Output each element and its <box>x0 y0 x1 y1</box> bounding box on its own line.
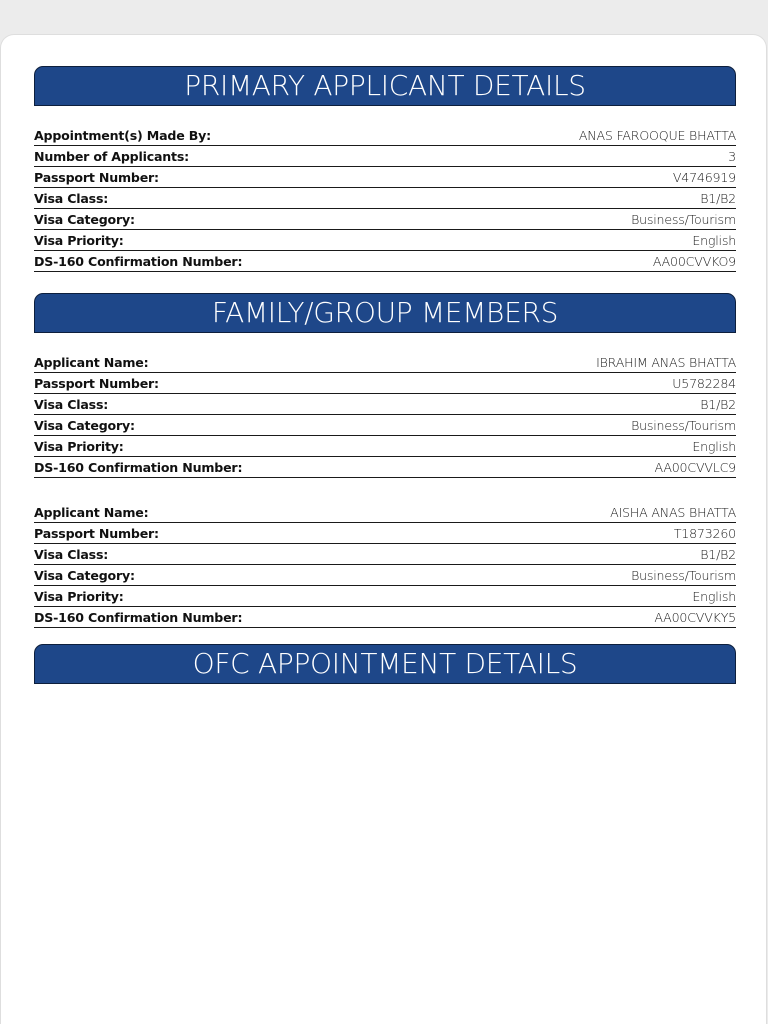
detail-row <box>34 607 736 628</box>
row-label: Visa Category: <box>34 567 135 583</box>
row-value: English <box>692 588 736 604</box>
row-label: Appointment(s) Made By: <box>34 127 211 143</box>
row-label: Visa Category: <box>34 211 135 227</box>
detail-row <box>34 544 736 565</box>
row-value: Business/Tourism <box>631 567 736 583</box>
row-value: English <box>692 232 736 248</box>
row-value: AA00CVVKO9 <box>652 253 736 269</box>
family-member-2-rows <box>34 502 736 628</box>
row-label: DS-160 Confirmation Number: <box>34 609 243 625</box>
primary-applicant-rows <box>34 125 736 272</box>
detail-row <box>34 230 736 251</box>
row-label: Visa Class: <box>34 396 109 412</box>
primary-applicant-section <box>34 66 736 272</box>
detail-row <box>34 352 736 373</box>
row-label: Passport Number: <box>34 525 159 541</box>
primary-applicant-header: PRIMARY APPLICANT DETAILS <box>34 66 736 106</box>
ofc-appointment-header: OFC APPOINTMENT DETAILS <box>34 644 736 684</box>
detail-row <box>34 586 736 607</box>
row-value: AISHA ANAS BHATTA <box>610 504 736 520</box>
row-label: Visa Class: <box>34 546 109 562</box>
row-value: AA00CVVKY5 <box>654 609 736 625</box>
row-value: English <box>692 438 736 454</box>
row-label: Visa Class: <box>34 190 109 206</box>
row-value: AA00CVVLC9 <box>654 459 736 475</box>
detail-row <box>34 502 736 523</box>
detail-row <box>34 523 736 544</box>
detail-row <box>34 457 736 478</box>
document-page <box>0 34 767 1024</box>
family-group-section <box>34 293 736 628</box>
detail-row <box>34 188 736 209</box>
row-label: Number of Applicants: <box>34 148 189 164</box>
detail-row <box>34 146 736 167</box>
row-value: Business/Tourism <box>631 211 736 227</box>
detail-row <box>34 209 736 230</box>
row-label: Passport Number: <box>34 375 159 391</box>
row-label: Visa Priority: <box>34 588 124 604</box>
row-label: Applicant Name: <box>34 504 149 520</box>
row-value: ANAS FAROOQUE BHATTA <box>578 127 736 143</box>
detail-row <box>34 565 736 586</box>
row-label: Visa Priority: <box>34 232 124 248</box>
family-group-header: FAMILY/GROUP MEMBERS <box>34 293 736 333</box>
row-value: IBRAHIM ANAS BHATTA <box>596 354 736 370</box>
detail-row <box>34 125 736 146</box>
row-label: Visa Priority: <box>34 438 124 454</box>
row-value: B1/B2 <box>700 190 736 206</box>
row-value: T1873260 <box>673 525 736 541</box>
detail-row <box>34 394 736 415</box>
row-label: Passport Number: <box>34 169 159 185</box>
family-member-1-rows <box>34 352 736 478</box>
row-label: Visa Category: <box>34 417 135 433</box>
detail-row <box>34 415 736 436</box>
row-label: DS-160 Confirmation Number: <box>34 459 243 475</box>
row-value: V4746919 <box>672 169 736 185</box>
row-label: DS-160 Confirmation Number: <box>34 253 243 269</box>
row-label: Applicant Name: <box>34 354 149 370</box>
ofc-appointment-section <box>34 644 736 684</box>
row-value: B1/B2 <box>700 546 736 562</box>
member-spacer <box>34 478 736 499</box>
row-value: Business/Tourism <box>631 417 736 433</box>
row-value: 3 <box>728 148 736 164</box>
detail-row <box>34 167 736 188</box>
row-value: U5782284 <box>672 375 736 391</box>
detail-row <box>34 436 736 457</box>
row-value: B1/B2 <box>700 396 736 412</box>
detail-row <box>34 251 736 272</box>
detail-row <box>34 373 736 394</box>
